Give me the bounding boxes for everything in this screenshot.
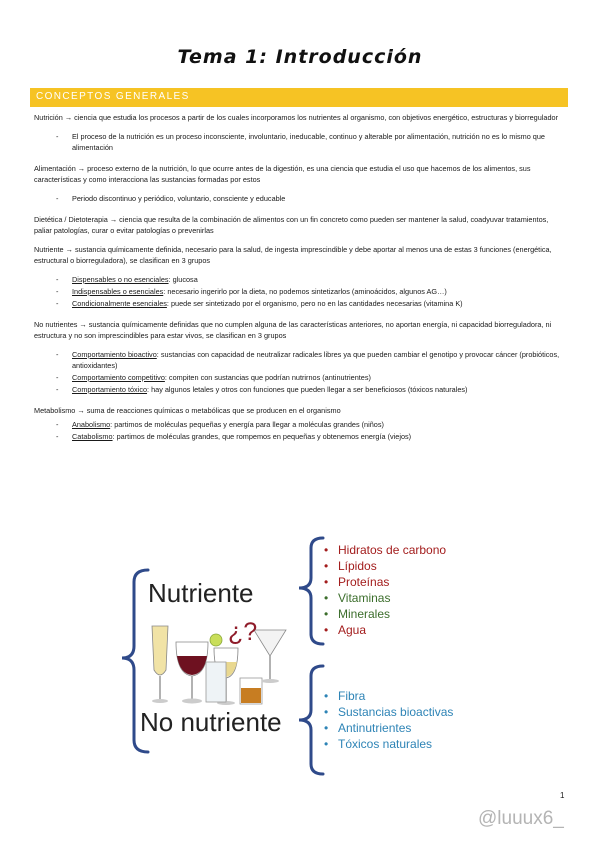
section-banner-label: CONCEPTOS GENERALES xyxy=(36,91,190,102)
bottom-brace-icon xyxy=(299,666,323,774)
list-item: • Vitaminas xyxy=(324,590,390,606)
definition: : hay algunos letales y otros con funciones que pueden llegar a ser beneficiosos (tóxicos naturales) xyxy=(147,385,468,394)
definition: : partimos de moléculas grandes, que rompemos en pequeñas y obtenemos energía (viejos) xyxy=(112,432,412,441)
nutrientes-agua-list xyxy=(324,622,366,638)
list-item: - Periodo discontinuo y periódico, voluntario, consciente y educable xyxy=(34,193,564,204)
list-item xyxy=(34,431,564,442)
nutrient-diagram xyxy=(0,530,600,790)
section-banner xyxy=(30,88,568,107)
glasses-illustration-icon xyxy=(152,626,286,705)
page-number: 1 xyxy=(560,791,565,800)
list-item: • Agua xyxy=(324,622,366,638)
term: Comportamiento tóxico xyxy=(72,385,148,394)
no-nutrientes-paragraph: No nutrientes → sustancia químicamente definidas que no cumplen alguna de las características anteriores, no aportan energía, ni capacidad biorreguladora, ni estructura y no son imprescindibles para estar vivos, se clasifican en 3 grupos xyxy=(34,320,552,340)
list-item xyxy=(34,372,564,383)
list-item: • Antinutrientes xyxy=(324,720,453,736)
watermark: @luuux6_ xyxy=(478,808,564,829)
nutrientes-green-list xyxy=(324,590,390,622)
diagram-graphics xyxy=(0,530,600,790)
definition: : sustancias con capacidad de neutralizar radicales libres ya que pueden cambiar el genotipo y provocar cáncer (probióticos, antioxidantes) xyxy=(72,350,560,370)
nutriente-list xyxy=(34,274,564,309)
nutriente-paragraph: Nutriente → sustancia químicamente definida, necesario para la salud, de ingesta imprescindible y debe aportar al menos una de estas 3 funciones (energética, estructural o biorreguladora), se clasifican en 3 grupos xyxy=(34,245,552,265)
list-item xyxy=(34,349,564,371)
page-title: Tema 1: Introducción xyxy=(177,46,423,68)
definition: : glucosa xyxy=(168,275,198,284)
term: Anabolismo xyxy=(72,420,111,429)
question-mark: ¿? xyxy=(228,618,258,646)
alimentacion-list xyxy=(34,193,564,204)
term: Condicionalmente esenciales xyxy=(72,299,167,308)
term: Catabolismo xyxy=(72,432,113,441)
term: Indispensables o esenciales xyxy=(72,287,164,296)
list-item: • Minerales xyxy=(324,606,390,622)
list-item xyxy=(34,286,564,297)
top-brace-icon xyxy=(299,538,323,644)
nutrientes-red-list xyxy=(324,542,446,590)
document-body xyxy=(34,112,564,452)
list-item xyxy=(34,384,564,395)
definition: : puede ser sintetizado por el organismo, pero no en las cantidades necesarias (vitamina K) xyxy=(166,299,463,308)
list-item xyxy=(34,419,564,430)
list-item xyxy=(34,274,564,285)
term: Comportamiento bioactivo xyxy=(72,350,157,359)
term: Dispensables o no esenciales xyxy=(72,275,169,284)
term: Comportamiento competitivo xyxy=(72,373,165,382)
metabolismo-paragraph: Metabolismo → suma de reacciones químicas o metabólicas que se producen en el organismo xyxy=(34,406,341,415)
list-item: - El proceso de la nutrición es un proceso inconsciente, involuntario, ineducable, continuo y alterable por alimentación, nutrición no es lo mismo que alimentación xyxy=(34,131,564,153)
list-item: • Proteínas xyxy=(324,574,446,590)
definition: : necesario ingerirlo por la dieta, no podemos sintetizarlos (aminoácidos, algunos AG…) xyxy=(163,287,447,296)
alimentacion-paragraph: Alimentación → proceso externo de la nutrición, lo que ocurre antes de la digestión, es una ciencia que estudia el uso que hacemos de los alimentos, sus características y como interacciona las sustancias formadas por estos xyxy=(34,164,531,184)
no-nutrientes-list xyxy=(34,349,564,395)
definition: : compiten con sustancias que podrían nutrirnos (antinutrientes) xyxy=(164,373,371,382)
list-item xyxy=(34,298,564,309)
list-item: • Tóxicos naturales xyxy=(324,736,453,752)
metabolismo-list xyxy=(34,419,564,442)
list-item: • Fibra xyxy=(324,688,453,704)
list-item: • Hidratos de carbono xyxy=(324,542,446,558)
list-item: • Lípidos xyxy=(324,558,446,574)
no-nutrientes-blue-list xyxy=(324,688,453,752)
definition: : partimos de moléculas pequeñas y energía para llegar a moléculas grandes (niños) xyxy=(110,420,384,429)
dietetica-paragraph: Dietética / Dietoterapia → ciencia que resulta de la combinación de alimentos con un fin concreto como pueden ser mantener la salud, coadyuvar tratamientos, paliar patologías, curar o evitar patologías o prevenirlas xyxy=(34,215,549,235)
nutricion-paragraph: Nutrición → ciencia que estudia los procesos a partir de los cuales incorporamos los nutrientes al organismo, con objetivos energético, estructuras y biorregulador xyxy=(34,113,559,122)
no-nutriente-label: No nutriente xyxy=(140,707,282,737)
nutricion-list xyxy=(34,131,564,153)
list-item: • Sustancias bioactivas xyxy=(324,704,453,720)
nutriente-label: Nutriente xyxy=(148,578,254,608)
